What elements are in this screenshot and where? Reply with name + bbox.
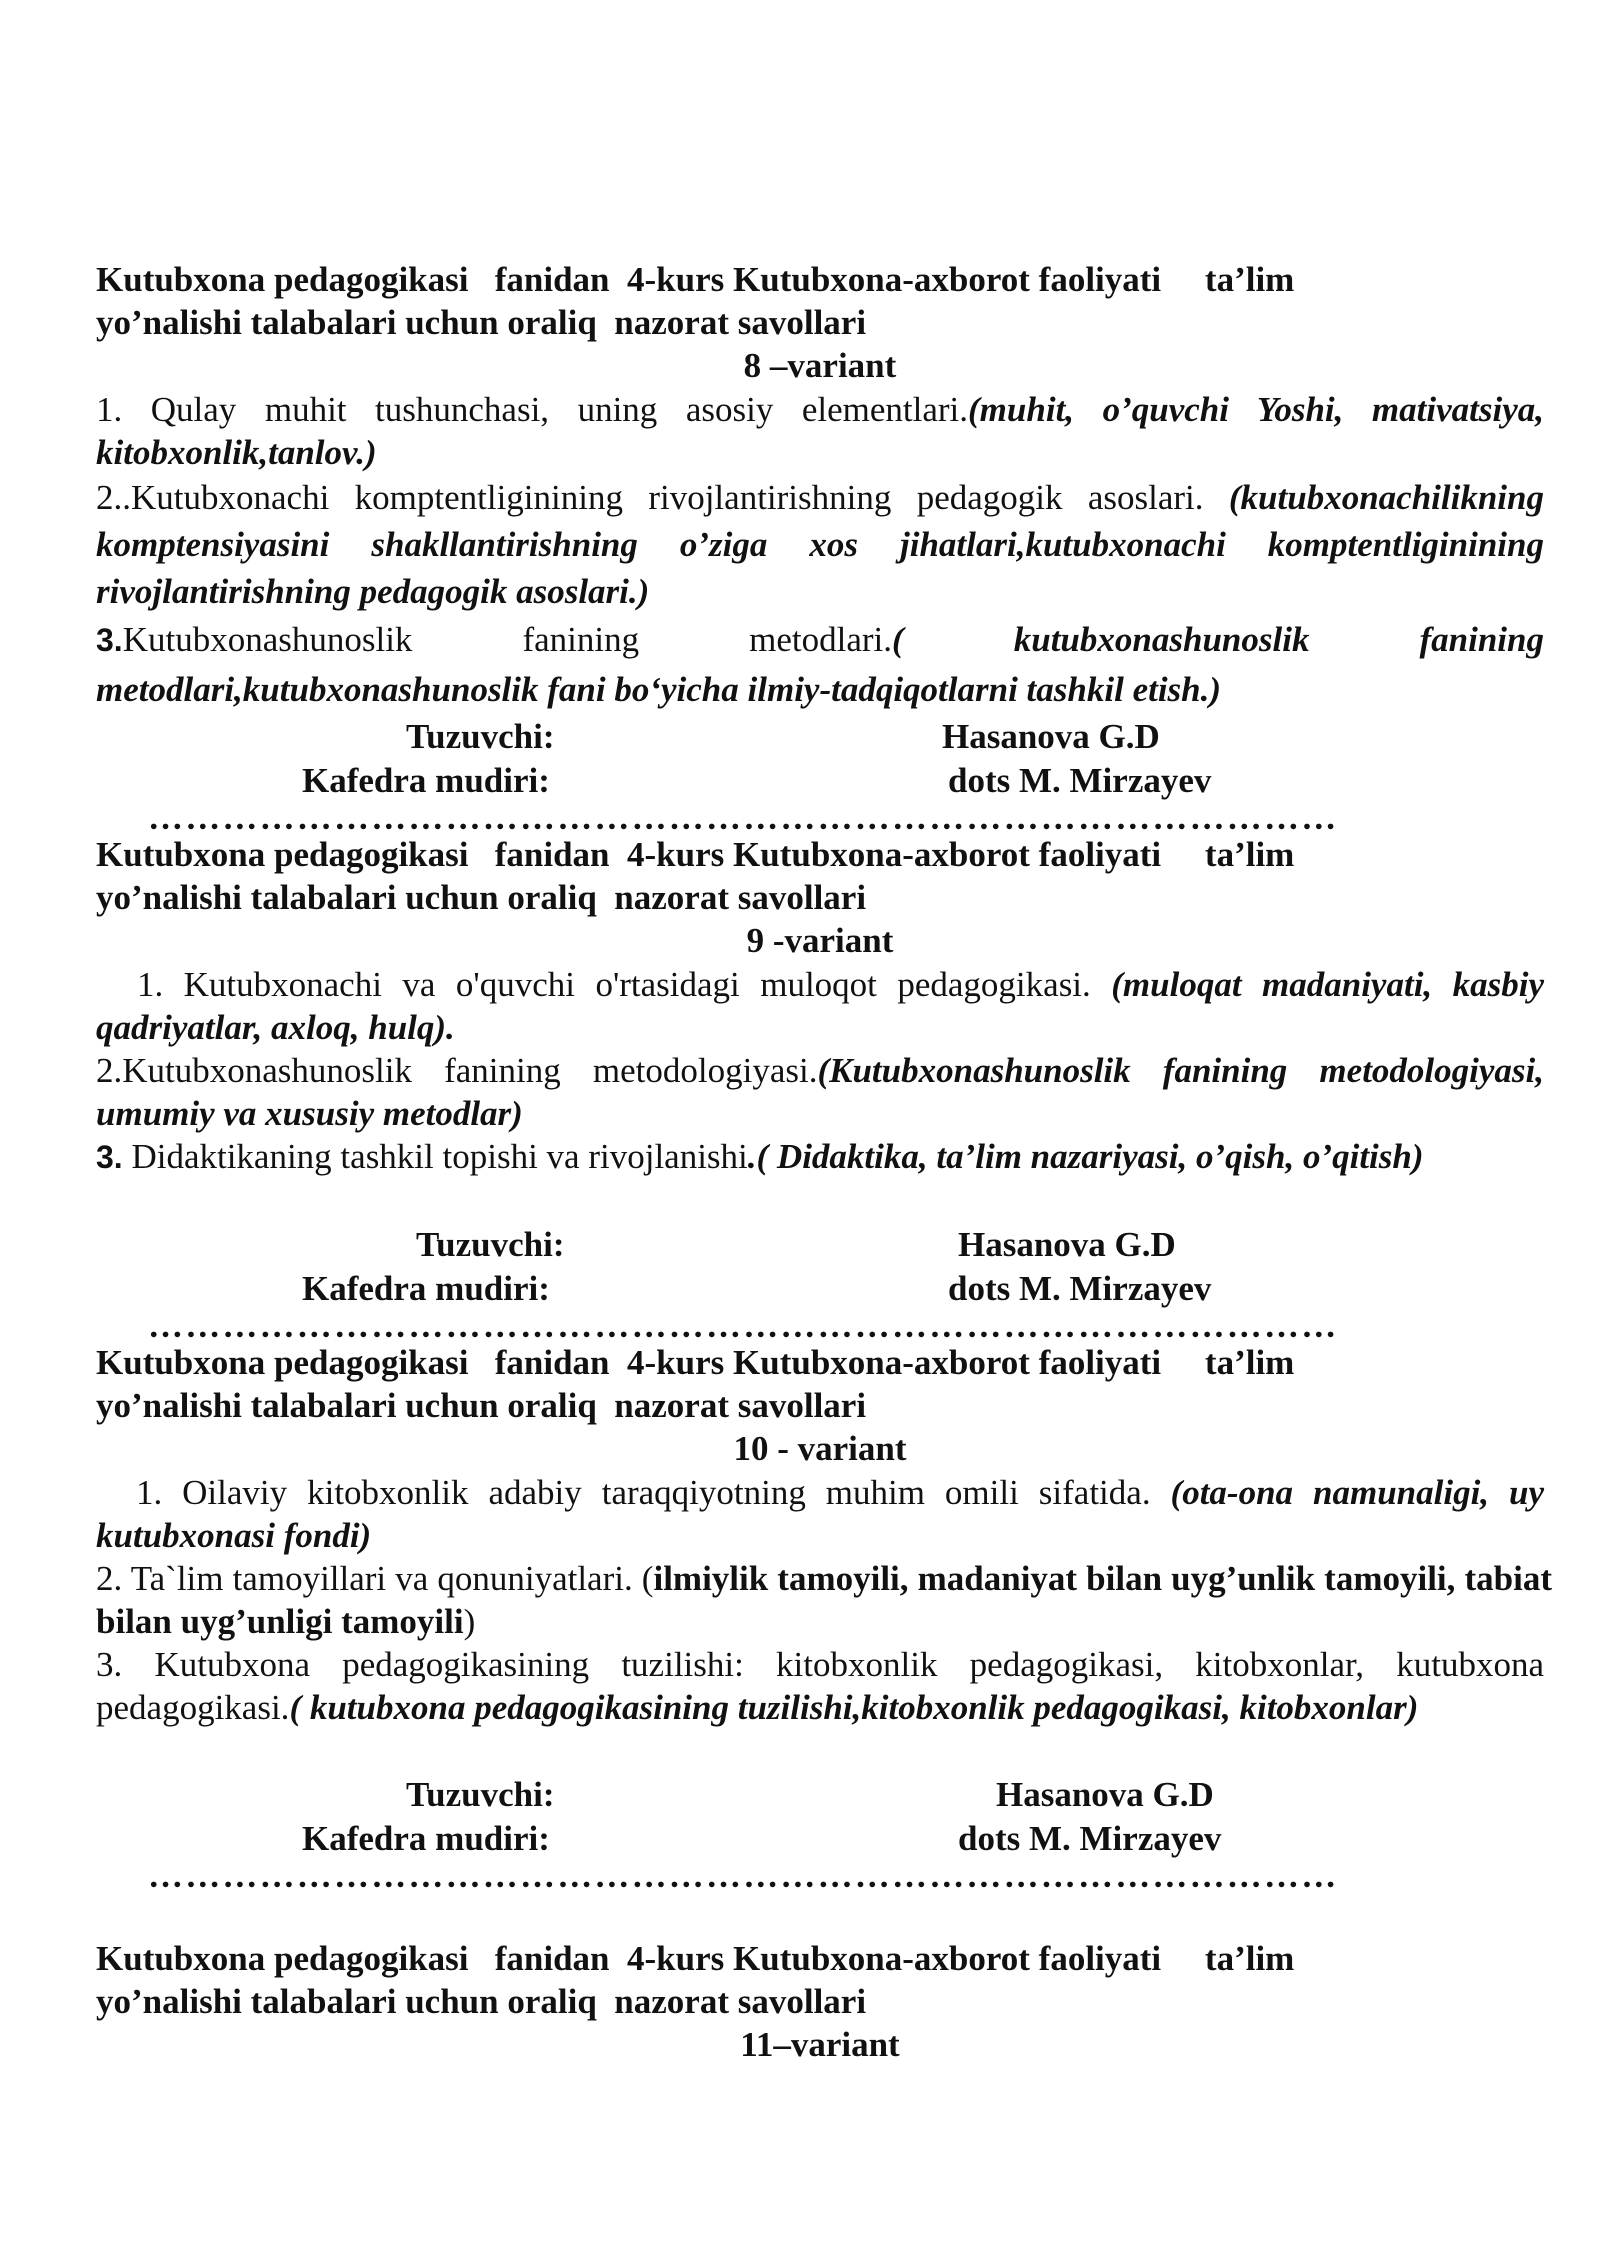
variant-section-8 (96, 258, 1544, 833)
question-answer: ( kutubxonashunoslik fanining metodlari,kutubxonashunoslik fani bo‘yicha ilmiy-tadqiqotlarni tashkil etish.) (96, 620, 1544, 709)
variant-section-10 (96, 1341, 1552, 1891)
mudir-label: Kafedra mudiri: (302, 1819, 550, 1858)
question-3 (96, 1643, 1544, 1729)
variant-title: 10 - variant (733, 1429, 907, 1468)
variant-title: 9 -variant (746, 921, 894, 960)
variant-section-11 (96, 1937, 1544, 2067)
tuzuvchi-name: Hasanova G.D (958, 1225, 1176, 1264)
question-text: 3. Kutubxona pedagogikasining tuzilishi: kitobxonlik pedagogikasi, kitobxonlar, kutubxona pedagogikasi. (96, 1645, 1544, 1727)
variant-title: 8 –variant (743, 346, 897, 385)
question-answer: ( kutubxona pedagogikasining tuzilishi,kitobxonlik pedagogikasi, kitobxonlar) (289, 1688, 1419, 1727)
question-number: 3. (96, 622, 123, 658)
mudir-name: dots M. Mirzayev (948, 1269, 1212, 1308)
question-text: 2.Kutubxonashunoslik fanining metodologiyasi. (96, 1051, 818, 1090)
header-line-2: yo’nalishi talabalari uchun oraliq nazorat savollari (96, 1982, 867, 2021)
mudir-label: Kafedra mudiri: (302, 761, 550, 800)
header-line-2: yo’nalishi talabalari uchun oraliq nazorat savollari (96, 878, 867, 917)
question-answer: (Kutubxonashunoslik fanining metodologiyasi, umumiy va xususiy metodlar) (96, 1051, 1544, 1133)
document-page (96, 258, 1552, 2067)
tuzuvchi-name: Hasanova G.D (942, 717, 1160, 756)
dotted-separator: …………………………………………………………………………………… (148, 1861, 1339, 1891)
mudir-name: dots M. Mirzayev (948, 761, 1212, 800)
signature-block (96, 1223, 1544, 1311)
header-line-1: Kutubxona pedagogikasi fanidan 4-kurs Kutubxona-axborot faoliyati ta’lim (96, 1939, 1295, 1978)
header-line-2: yo’nalishi talabalari uchun oraliq nazorat savollari (96, 303, 867, 342)
question-tail: ) (463, 1602, 476, 1641)
question-answer: (muloqat madaniyati, kasbiy qadriyatlar, axloq, hulq). (96, 965, 1545, 1047)
question-text: 1. Kutubxonachi va o'quvchi o'rtasidagi muloqot pedagogikasi. (96, 965, 1091, 1004)
question-3 (96, 1135, 1544, 1179)
question-text: 1. Oilaviy kitobxonlik adabiy taraqqiyotning muhim omili sifatida. (96, 1473, 1151, 1512)
tuzuvchi-label: Tuzuvchi: (406, 717, 555, 756)
question-3 (96, 615, 1544, 715)
question-2 (96, 1049, 1544, 1135)
question-text: Kutubxonashunoslik fanining metodlari. (122, 620, 893, 659)
signature-block (96, 1773, 1544, 1861)
question-text: 2..Kutubxonachi komptentliginining rivojlantirishning pedagogik asoslari. (96, 478, 1204, 517)
dotted-separator: …………………………………………………………………………………… (148, 1311, 1339, 1341)
signature-block (96, 715, 1544, 803)
header-line-1: Kutubxona pedagogikasi fanidan 4-kurs Kutubxona-axborot faoliyati ta’lim (96, 260, 1295, 299)
variant-section-9 (96, 833, 1544, 1341)
question-1 (96, 963, 1544, 1049)
mudir-name: dots M. Mirzayev (958, 1819, 1222, 1858)
question-answer: (ota-ona namunaligi, uy kutubxonasi fondi) (96, 1473, 1545, 1555)
question-answer: .( Didaktika, ta’lim nazariyasi, o’qish, o’qitish) (747, 1137, 1424, 1176)
question-text: Didaktikaning tashkil topishi va rivojlanishi (122, 1137, 748, 1176)
header-line-1: Kutubxona pedagogikasi fanidan 4-kurs Kutubxona-axborot faoliyati ta’lim (96, 1343, 1295, 1382)
question-1 (96, 388, 1544, 474)
question-1 (96, 1471, 1544, 1557)
question-text: 1. Qulay muhit tushunchasi, uning asosiy elementlari. (96, 390, 969, 429)
question-answer: (muhit, o’quvchi Yoshi, mativatsiya, kitobxonlik,tanlov.) (96, 390, 1544, 472)
question-text: 2. Ta`lim tamoyillari va qonuniyatlari. ( (96, 1559, 654, 1598)
question-2 (96, 1557, 1552, 1643)
tuzuvchi-label: Tuzuvchi: (406, 1775, 555, 1814)
tuzuvchi-name: Hasanova G.D (996, 1775, 1214, 1814)
variant-title: 11–variant (740, 2025, 900, 2064)
tuzuvchi-label: Tuzuvchi: (416, 1225, 565, 1264)
header-line-1: Kutubxona pedagogikasi fanidan 4-kurs Kutubxona-axborot faoliyati ta’lim (96, 835, 1295, 874)
header-line-2: yo’nalishi talabalari uchun oraliq nazorat savollari (96, 1386, 867, 1425)
question-answer: (kutubxonachilikning komptensiyasini shakllantirishning o’ziga xos jihatlari,kutubxonachi komptentliginining rivojlantirishning pedagogik asoslari.) (96, 478, 1544, 611)
question-number: 3. (96, 1139, 123, 1175)
question-answer: ilmiylik tamoyili, madaniyat bilan uyg’unlik tamoyili, tabiat bilan uyg’unligi tamoyili (96, 1559, 1552, 1641)
question-2 (96, 474, 1544, 615)
mudir-label: Kafedra mudiri: (302, 1269, 550, 1308)
dotted-separator: …………………………………………………………………………………… (148, 803, 1339, 833)
